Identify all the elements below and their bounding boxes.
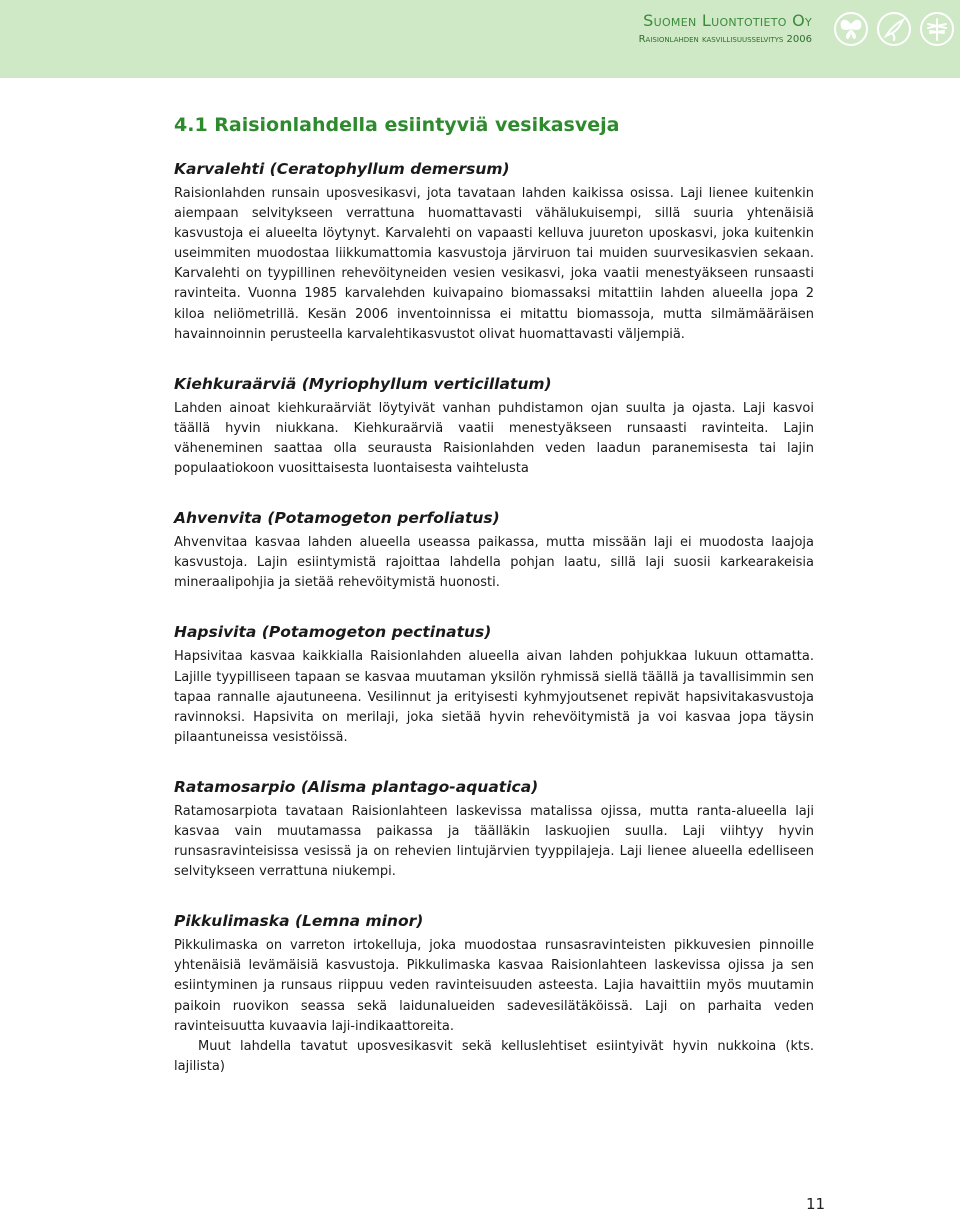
species-heading: Karvalehti (Ceratophyllum demersum) xyxy=(174,160,510,178)
report-title: Raisionlahden kasvillisuusselvitys 2006 xyxy=(638,34,812,45)
species-section xyxy=(174,623,814,747)
company-name: Suomen Luontotieto Oy xyxy=(643,11,812,30)
species-section xyxy=(174,509,814,593)
species-heading: Hapsivita (Potamogeton pectinatus) xyxy=(174,623,492,642)
page-number: 11 xyxy=(806,1195,826,1213)
species-description: Lahden ainoat kiehkuraärviät löytyivät vanhan puhdistamon ojan suulta ja ojasta. Laji kasvoi täällä hyvin niukkana. Kiehkuraärviä vaatii menestyäkseen runsaasti ravinteita. Lajin väheneminen saattaa olla seurausta Raisionlahden veden laadun paranemisesta tai lajin populaatiokoon vuosittaisesta luontaisesta vaihtelusta xyxy=(174,400,814,477)
species-section xyxy=(174,375,814,479)
dragonfly-icon xyxy=(920,12,954,46)
species-heading: Ratamosarpio (Alisma plantago-aquatica) xyxy=(174,777,539,796)
species-section xyxy=(174,778,814,882)
species-description: Raisionlahden runsain uposvesikasvi, jota tavataan lahden kaikissa osissa. Laji lienee kuitenkin aiempaan selvitykseen verrattuna huomattavasti vähälukuisempi, sillä suuria yhtenäisiä kasvustoja ei alueelta löytynyt. Karvalehti on vapaasti kelluva juureton uposkasvi, joka kuitenkin useimmiten muodostaa liikkumattomia kasvustoja järviruon tai muiden suurvesikasvien sekaan. Karvalehti on tyypillinen rehevöityneiden vesien vesikasvi, joka vaatii menestyäkseen runsaasti ravinteita. Vuonna 1985 karvalehden kuivapaino biomassaksi mitattiin lahden alueella jopa 2 kiloa neliömetrillä. Kesän 2006 inventoinnissa ei mitattu biomassoja, mutta silmämääräisen havainnoinnin perusteella karvalehtikasvustot olivat huomattavasti väljempiä. xyxy=(174,186,814,342)
species-section xyxy=(174,912,814,1077)
header-band xyxy=(0,0,960,78)
butterfly-icon xyxy=(834,12,868,46)
species-section xyxy=(174,160,814,345)
closing-note: Muut lahdella tavatut uposvesikasvit sekä kelluslehtiset esiintyivät hyvin nukkoina (kts. lajilista) xyxy=(174,1038,814,1074)
species-description: Ratamosarpiota tavataan Raisionlahteen laskevissa matalissa ojissa, mutta ranta-alueella laji kasvaa vain muutamassa paikassa ja täälläkin laskuojien suulla. Laji viihtyy hyvin runsasravinteisissa vesissä ja on rehevien lintujärvien tyyppilajeja. Laji lienee alueella edelliseen selvitykseen verrattuna niukempi. xyxy=(174,803,814,880)
page-content xyxy=(174,114,814,1107)
species-heading: Kiehkuraärviä (Myriophyllum verticillatum) xyxy=(174,374,552,393)
species-description: Pikkulimaska on varreton irtokelluja, joka muodostaa runsasravinteisten pikkuvesien pinnoille yhtenäisiä levämäisiä kasvustoja. Pikkulimaska kasvaa Raisionlahteen laskevissa ojissa ja sen esiintyminen ja runsaus riippuu veden ravinteisuuden asteesta. Lajia havaittiin myös muutamin paikoin ruovikon seassa sekä laidunalueiden sadevesilätäköissä. Laji on parhaita veden ravinteisuutta kuvaavia laji-indikaattoreita. xyxy=(174,938,814,1034)
species-description: Hapsivitaa kasvaa kaikkialla Raisionlahden alueella aivan lahden pohjukkaa lukuun ottamatta. Lajille tyypilliseen tapaan se kasvaa muutaman yksilön ryhmissä siellä täällä ja tavallisimmin sen tapaa rannalle ajautuneena. Vesilinnut ja erityisesti kyhmyjoutsenet repivät hapsivitakasvustoja ravinnoksi. Hapsivita on merilaji, joka sietää hyvin rehevöitymistä ja voi kasvaa jopa täysin pilaantuneissa vesistöissä. xyxy=(174,649,814,745)
logo-group xyxy=(834,12,956,48)
species-heading: Pikkulimaska (Lemna minor) xyxy=(174,912,424,931)
page-title: 4.1 Raisionlahdella esiintyviä vesikasveja xyxy=(174,114,620,136)
species-description: Ahvenvitaa kasvaa lahden alueella useassa paikassa, mutta missään laji ei muodosta laajoja kasvustoja. Lajin esiintymistä rajoittaa lahdella pohjan laatu, sillä laji suosii karkearakeisia mineraalipohjia ja sietää rehevöitymistä huonosti. xyxy=(174,535,814,591)
species-heading: Ahvenvita (Potamogeton perfoliatus) xyxy=(174,509,500,528)
bird-icon xyxy=(877,12,911,46)
